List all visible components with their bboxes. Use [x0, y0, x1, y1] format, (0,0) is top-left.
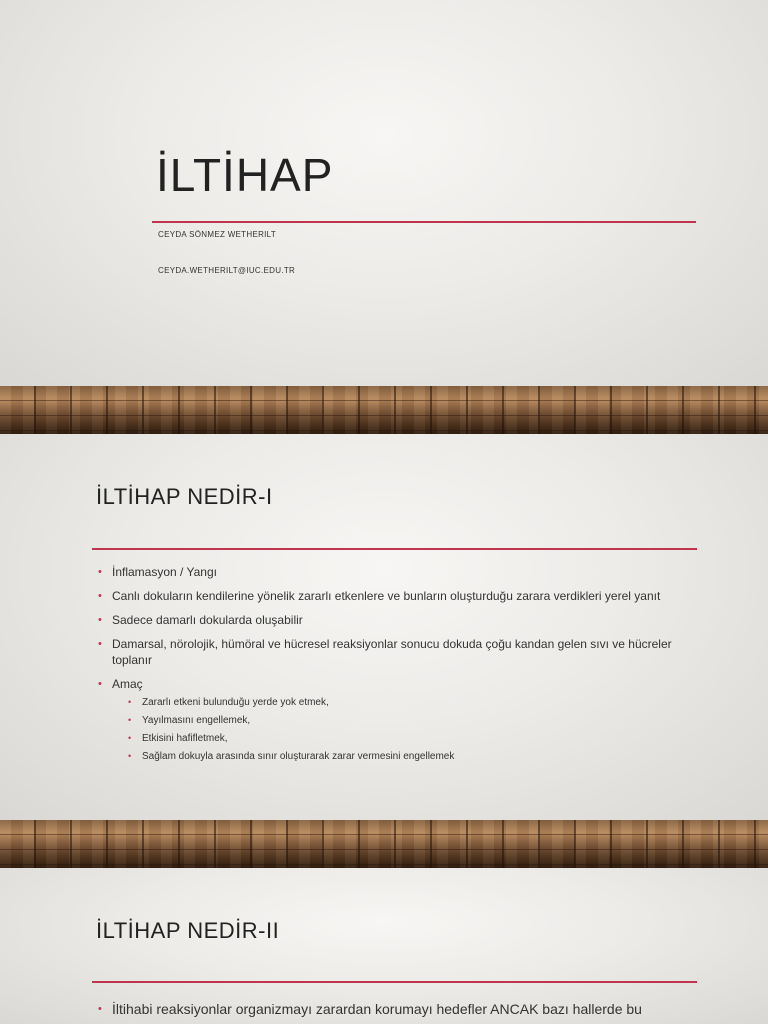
title-divider [152, 221, 696, 223]
heading-divider [92, 981, 697, 983]
slide-definition-2 [0, 868, 768, 1024]
slide-heading: İLTİHAP NEDİR-II [96, 918, 280, 943]
slide-heading: İLTİHAP NEDİR-I [96, 484, 273, 509]
heading-divider [92, 548, 697, 550]
bullet-list [96, 564, 706, 768]
author-name: CEYDA SÖNMEZ WETHERILT [158, 230, 277, 239]
list-item: • Sadece damarlı dokularda oluşabilir [96, 612, 706, 628]
sub-list-item: • Sağlam dokuyla arasında sınır oluşturarak zarar vermesini engellemek [126, 750, 706, 763]
wood-floor-divider [0, 386, 768, 434]
list-item: • İnflamasyon / Yangı [96, 564, 706, 580]
sub-list-item: • Etkisini hafifletmek, [126, 732, 706, 745]
list-item-label: Amaç [112, 677, 143, 691]
sub-list-item: • Zararlı etkeni bulunduğu yerde yok etmek, [126, 696, 706, 709]
list-item: • Canlı dokuların kendilerine yönelik zararlı etkenlere ve bunların oluşturduğu zarara verdikleri yerel yanıt [96, 588, 706, 604]
slide-definition-1 [0, 434, 768, 820]
wood-floor-divider [0, 820, 768, 868]
author-email: CEYDA.WETHERILT@IUC.EDU.TR [158, 266, 296, 275]
list-item: • İltihabi reaksiyonlar organizmayı zarardan korumayı hedefler ANCAK bazı hallerde bu [96, 1000, 736, 1018]
bullet-list [96, 1000, 736, 1024]
sub-list-item: • Yayılmasını engellemek, [126, 714, 706, 727]
list-item: • Damarsal, nörolojik, hümöral ve hücresel reaksiyonlar sonucu dokuda çoğu kandan gelen sıvı ve hücreler toplanır [96, 636, 706, 668]
list-item-purpose [96, 676, 706, 763]
slide-title [0, 0, 768, 386]
sub-bullet-list [126, 696, 706, 763]
slide-title-heading: İLTİHAP [156, 149, 334, 201]
